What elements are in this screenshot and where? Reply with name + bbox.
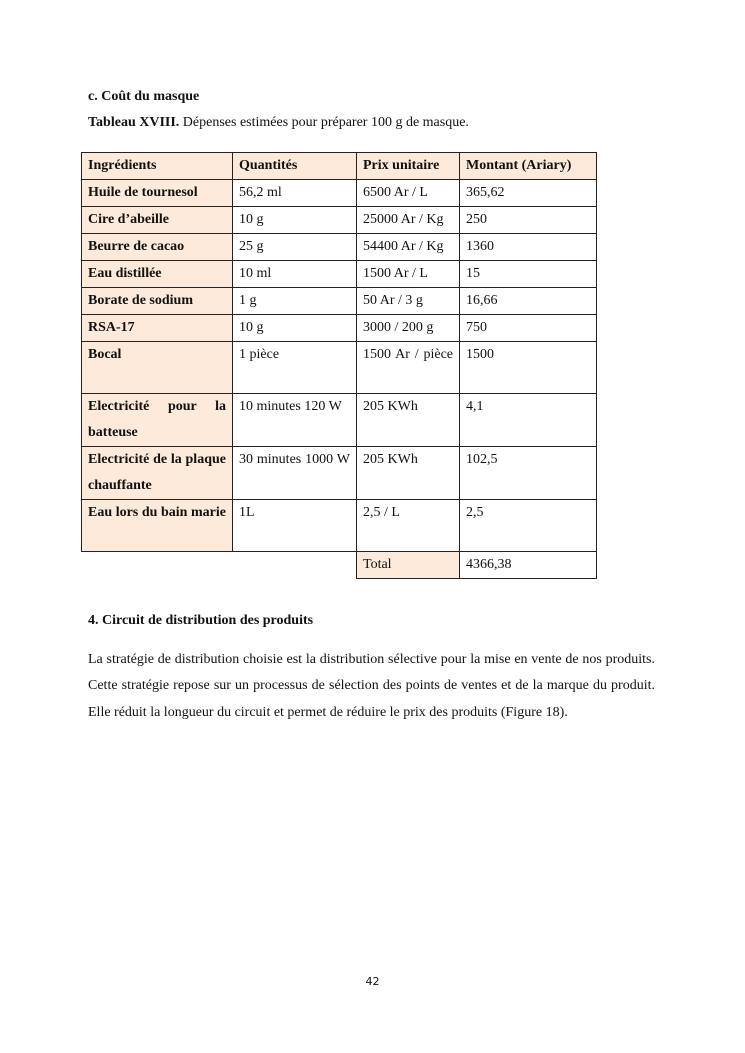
unit-price-cell: 205 KWh — [357, 447, 460, 500]
quantity-cell: 1 g — [233, 288, 357, 315]
ingredient-cell: RSA-17 — [82, 315, 233, 342]
total-label: Total — [357, 552, 460, 579]
body-paragraph: La stratégie de distribution choisie est la distribution sélective pour la mise en vente de nos produits. Cette stratégie repose sur un processus de sélection des points de ventes et de la marque du produit. Elle réduit la longueur du circuit et permet de réduire le prix des produits (Figure 18). — [88, 652, 655, 720]
amount-cell: 2,5 — [460, 500, 597, 552]
quantity-cell: 10 ml — [233, 261, 357, 288]
amount-cell: 750 — [460, 315, 597, 342]
quantity-cell: 30 minutes 1000 W — [233, 447, 357, 500]
quantity-cell: 25 g — [233, 234, 357, 261]
quantity-cell: 56,2 ml — [233, 180, 357, 207]
quantity-cell: 1L — [233, 500, 357, 552]
page-number: 42 — [365, 975, 380, 988]
unit-price-cell: 1500 Ar / L — [357, 261, 460, 288]
ingredient-cell: Bocal — [82, 342, 233, 394]
table-row — [82, 261, 597, 288]
unit-price-cell: 50 Ar / 3 g — [357, 288, 460, 315]
header-quantities: Quantités — [233, 153, 357, 180]
table-caption-text: Dépenses estimées pour préparer 100 g de masque. — [179, 115, 469, 130]
table-caption-label: Tableau XVIII. — [88, 115, 180, 130]
table-total-row — [82, 552, 597, 579]
unit-price-cell: 25000 Ar / Kg — [357, 207, 460, 234]
table-row — [82, 500, 597, 552]
subsection-heading: 4. Circuit de distribution des produits — [88, 613, 314, 628]
cost-table — [81, 152, 597, 579]
empty-cell — [233, 552, 357, 579]
section-heading: c. Coût du masque — [88, 89, 200, 104]
quantity-cell: 10 g — [233, 315, 357, 342]
amount-cell: 16,66 — [460, 288, 597, 315]
table-header-row — [82, 153, 597, 180]
ingredient-cell: Huile de tournesol — [82, 180, 233, 207]
amount-cell: 365,62 — [460, 180, 597, 207]
table-row — [82, 288, 597, 315]
table-row — [82, 207, 597, 234]
ingredient-cell: Eau distillée — [82, 261, 233, 288]
ingredient-cell: Beurre de cacao — [82, 234, 233, 261]
quantity-cell: 1 pièce — [233, 342, 357, 394]
table-row — [82, 342, 597, 394]
ingredient-cell: Electricité de la plaque chauffante — [82, 447, 233, 500]
table-caption — [88, 115, 469, 131]
unit-price-cell: 6500 Ar / L — [357, 180, 460, 207]
table-row — [82, 234, 597, 261]
table-row — [82, 180, 597, 207]
unit-price-cell: 54400 Ar / Kg — [357, 234, 460, 261]
empty-cell — [82, 552, 233, 579]
amount-cell: 102,5 — [460, 447, 597, 500]
quantity-cell: 10 g — [233, 207, 357, 234]
ingredient-cell: Eau lors du bain marie — [82, 500, 233, 552]
unit-price-cell: 205 KWh — [357, 394, 460, 447]
unit-price-cell: 2,5 / L — [357, 500, 460, 552]
unit-price-cell: 3000 / 200 g — [357, 315, 460, 342]
table-row — [82, 447, 597, 500]
amount-cell: 250 — [460, 207, 597, 234]
ingredient-cell: Borate de sodium — [82, 288, 233, 315]
amount-cell: 15 — [460, 261, 597, 288]
header-amount: Montant (Ariary) — [460, 153, 597, 180]
table-row — [82, 315, 597, 342]
total-value: 4366,38 — [460, 552, 597, 579]
amount-cell: 1500 — [460, 342, 597, 394]
ingredient-cell: Electricité pour la batteuse — [82, 394, 233, 447]
header-unit-price: Prix unitaire — [357, 153, 460, 180]
table-row — [82, 394, 597, 447]
header-ingredients: Ingrédients — [82, 153, 233, 180]
unit-price-cell: 1500 Ar / pièce — [357, 342, 460, 394]
quantity-cell: 10 minutes 120 W — [233, 394, 357, 447]
amount-cell: 4,1 — [460, 394, 597, 447]
ingredient-cell: Cire d’abeille — [82, 207, 233, 234]
amount-cell: 1360 — [460, 234, 597, 261]
